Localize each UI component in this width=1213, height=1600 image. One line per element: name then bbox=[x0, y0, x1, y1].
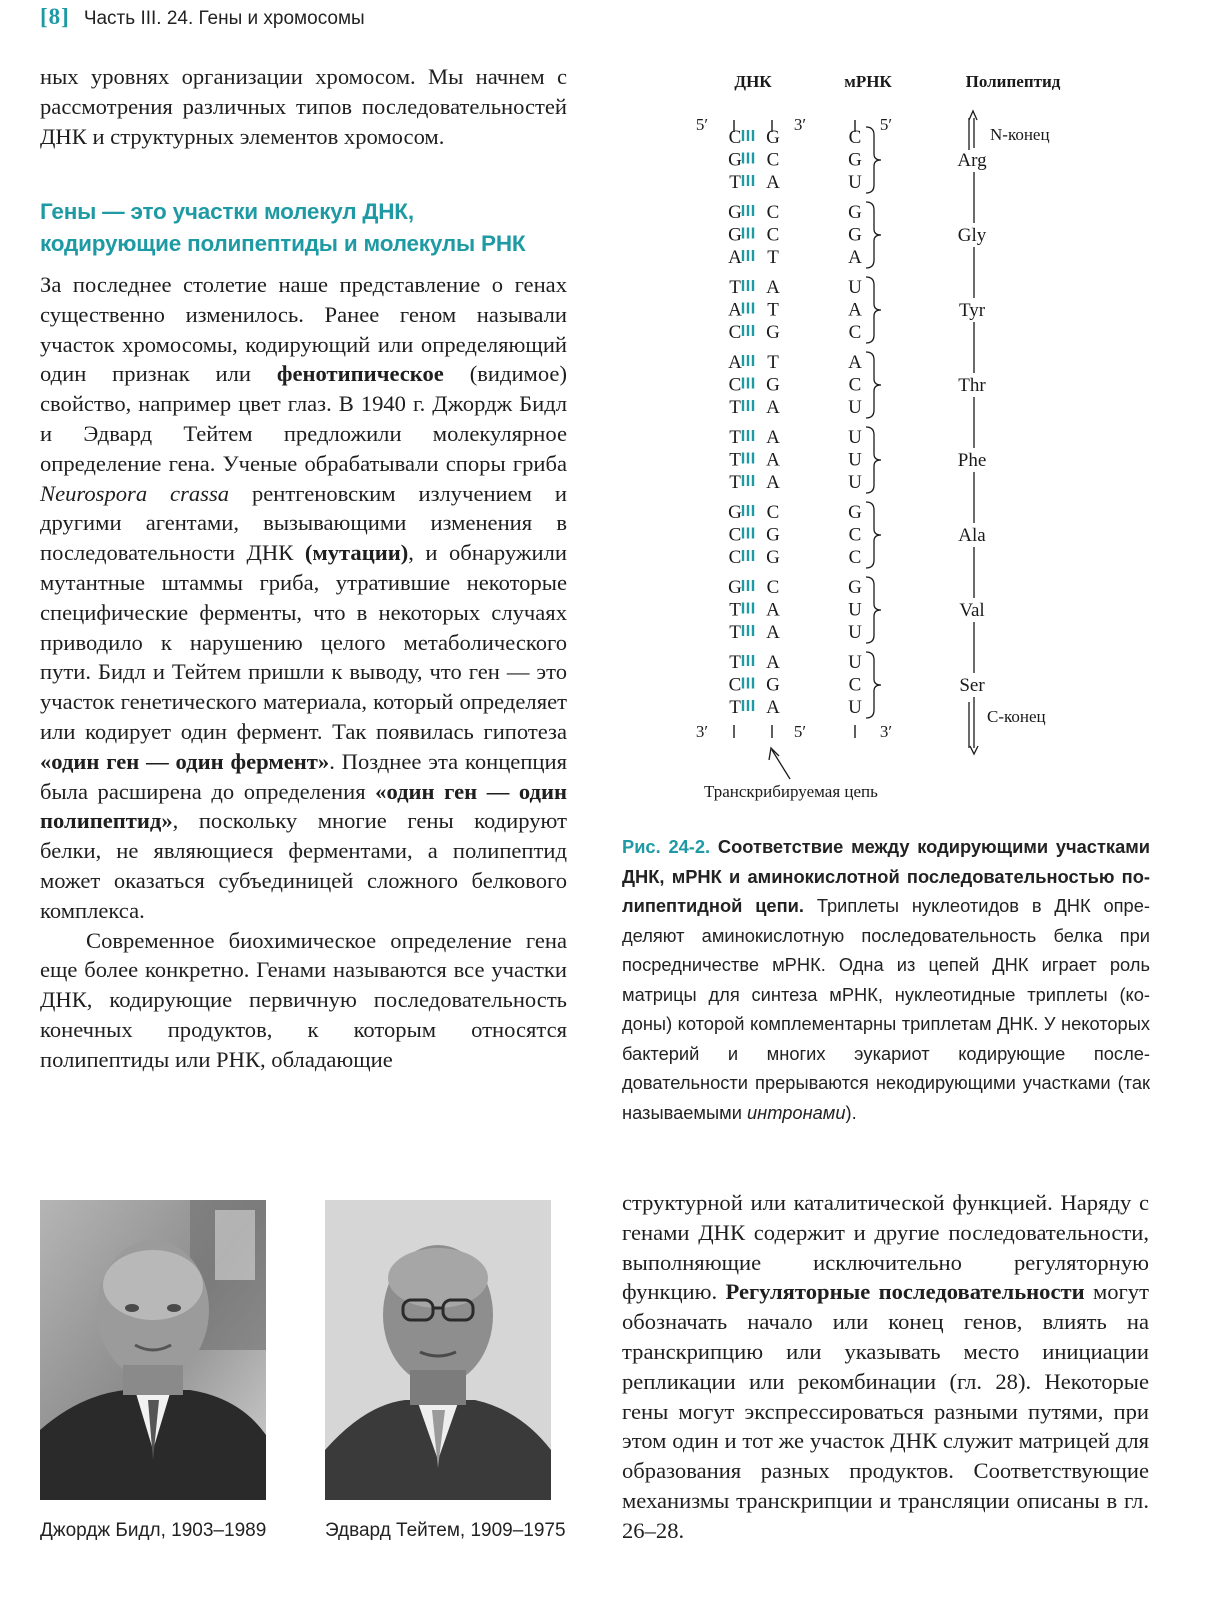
section-heading-line1: Гены — это участки молекул ДНК, bbox=[40, 199, 414, 224]
codon-group bbox=[728, 202, 987, 268]
mrna-base: U bbox=[848, 397, 862, 418]
dna-template-base: C bbox=[728, 547, 742, 568]
mrna-base: U bbox=[848, 652, 862, 673]
dna-template-base: T bbox=[729, 172, 741, 193]
dna-coding-base: A bbox=[766, 697, 780, 718]
dna-top-left-end: 5′ bbox=[695, 115, 709, 134]
codon-group bbox=[728, 502, 986, 568]
portrait-tatum-image bbox=[325, 1200, 551, 1500]
dna-template-base: A bbox=[728, 247, 742, 268]
dna-template-base: T bbox=[729, 397, 741, 418]
left-column-intro bbox=[40, 62, 567, 151]
dna-template-base: G bbox=[728, 502, 742, 523]
paragraph-modern-definition: Современное биохимическое определение гена еще более конкретно. Генами называются все участки ДНК, кодирующие первичную последовательность конечных продуктов, к которым относятся полипептиды или РНК, обладающие bbox=[40, 927, 567, 1072]
mrna-base: U bbox=[848, 427, 862, 448]
text-run: . Позднее эта концепция была расширена до определения bbox=[40, 748, 567, 804]
term-one-gene-one-enzyme: «один ген — один фермент» bbox=[40, 748, 330, 774]
dna-coding-base: T bbox=[767, 299, 779, 321]
mrna-base: C bbox=[848, 674, 862, 696]
amino-acid-label: Arg bbox=[957, 150, 987, 171]
text-run: , и обнаружили мутантные штаммы гриба, утратившие некоторые специфические ферменты, что в некоторых случаях приводило к нарушению целого метаболического пути. Бидл и Тейтем пришли к выводу, что ген — это участок генетического материала, который определяет или кодирует один фермент. Так появилась гипотеза bbox=[40, 540, 567, 744]
mrna-base: G bbox=[848, 202, 862, 223]
dna-coding-base: A bbox=[766, 427, 780, 448]
text-run: могут обозначать начало или конец генов, влиять на транскрипцию или указывать место инициации репликации или рекомбинации (гл. 28). Некоторые гены могут экспрессироваться разными путями, при этом один и тот же участок ДНК служит матрицей для образования разных продуктов. Соответствующие механизмы транскрипции и трансляции описаны в гл. 26–28. bbox=[622, 1279, 1149, 1543]
mrna-base: U bbox=[848, 449, 862, 471]
text-run: (видимое) свойство, например цвет глаз. В 1940 г. Джордж Бидл и Эдвард Тейтем предложили молекулярное определение гена. Ученые обрабатывали споры гриба bbox=[40, 361, 567, 476]
mrna-base: U bbox=[848, 172, 862, 193]
text-run: структурной или каталитической функцией. Наряду с генами ДНК содержит и другие последовательности, выполняющие исключительно регуляторную функцию. bbox=[622, 1190, 1149, 1305]
dna-template-base: A bbox=[728, 299, 742, 321]
header-mrna: мРНК bbox=[844, 72, 892, 91]
codon-brace bbox=[866, 127, 881, 193]
term-regulatory-sequences: Регуляторные последовательности bbox=[725, 1279, 1085, 1305]
left-column-body bbox=[40, 270, 567, 1075]
codon-brace bbox=[866, 502, 881, 568]
dna-template-base: G bbox=[728, 202, 742, 223]
photo-george-beadle bbox=[40, 1200, 266, 1500]
amino-acid-label: Ala bbox=[958, 525, 986, 546]
dna-coding-base: C bbox=[766, 502, 780, 523]
dna-coding-base: G bbox=[766, 127, 780, 148]
c-terminus-label: C-конец bbox=[987, 707, 1046, 726]
right-column-continuation bbox=[622, 1188, 1149, 1546]
codon-brace bbox=[866, 202, 881, 268]
figure-title: Соответствие между кодирующими участками ДНК, мРНК и аминокислотной последовательностью полипептидной цепи. bbox=[622, 836, 1150, 916]
dna-coding-base: T bbox=[767, 247, 779, 268]
dna-coding-base: C bbox=[766, 149, 780, 171]
term-mutations: (мутации) bbox=[304, 540, 409, 566]
dna-template-base: C bbox=[728, 674, 742, 696]
text-run: За последнее столетие наше представление о генах существенно изменилось. Ранее геном называли участок хромосомы, кодирующий или определяющий один признак или bbox=[40, 272, 567, 387]
dna-template-base: C bbox=[728, 127, 742, 148]
dna-template-base: C bbox=[728, 524, 742, 546]
codon-group bbox=[728, 127, 987, 193]
portrait-beadle-image bbox=[40, 1200, 266, 1500]
dna-bottom-right-end: 5′ bbox=[793, 722, 807, 741]
header-title: Часть III. 24. Гены и хромосомы bbox=[83, 8, 365, 29]
dna-coding-base: A bbox=[766, 472, 780, 493]
dna-coding-base: G bbox=[766, 524, 780, 546]
polypeptide-arrowhead-up bbox=[969, 111, 977, 120]
amino-acid-label: Phe bbox=[957, 450, 987, 471]
header-dna: ДНК bbox=[734, 72, 772, 91]
dna-template-base: A bbox=[728, 352, 742, 373]
mrna-base: U bbox=[848, 599, 862, 621]
dna-coding-base: C bbox=[766, 202, 780, 223]
dna-top-right-end: 3′ bbox=[793, 115, 807, 134]
mrna-base: C bbox=[848, 524, 862, 546]
dna-template-base: G bbox=[728, 577, 742, 598]
photo-caption-beadle: Джордж Бидл, 1903–1989 bbox=[40, 1520, 267, 1541]
codon-group bbox=[728, 577, 985, 643]
amino-acid-label: Gly bbox=[957, 225, 987, 246]
mrna-base: U bbox=[848, 472, 862, 493]
dna-coding-base: T bbox=[767, 352, 779, 373]
caption-introns: интронами bbox=[747, 1101, 846, 1123]
dna-template-base: T bbox=[729, 652, 741, 673]
dna-bottom-left-end: 3′ bbox=[695, 722, 709, 741]
mrna-top-end: 5′ bbox=[879, 115, 893, 134]
dna-mrna-polypeptide-diagram bbox=[640, 62, 1160, 812]
mrna-base: U bbox=[848, 622, 862, 643]
dna-template-base: C bbox=[728, 374, 742, 396]
mrna-base: U bbox=[848, 277, 862, 298]
dna-coding-base: G bbox=[766, 322, 780, 343]
codon-brace bbox=[866, 277, 881, 343]
intro-paragraph: ных уровнях организации хромосом. Мы начнем с рассмотрения различных типов последовательностей ДНК и структурных элементов хромосом. bbox=[40, 64, 567, 149]
mrna-base: U bbox=[848, 697, 862, 718]
dna-template-base: T bbox=[729, 427, 741, 448]
dna-template-base: C bbox=[728, 322, 742, 343]
codon-brace bbox=[866, 577, 881, 643]
mrna-base: G bbox=[848, 577, 862, 598]
dna-coding-base: A bbox=[766, 277, 780, 298]
dna-coding-base: A bbox=[766, 599, 780, 621]
mrna-base: C bbox=[848, 127, 862, 148]
dna-template-base: T bbox=[729, 622, 741, 643]
mrna-base: C bbox=[848, 322, 862, 343]
dna-template-base: T bbox=[729, 599, 741, 621]
photo-edward-tatum bbox=[325, 1200, 551, 1500]
mrna-base: C bbox=[848, 374, 862, 396]
figure-label: Рис. 24-2. bbox=[622, 836, 711, 857]
dna-coding-base: A bbox=[766, 397, 780, 418]
section-heading bbox=[40, 196, 580, 260]
codon-group bbox=[729, 427, 986, 493]
amino-acid-label: Val bbox=[959, 600, 985, 621]
dna-template-base: T bbox=[729, 449, 741, 471]
header-polypeptide: Полипептид bbox=[965, 72, 1061, 91]
dna-template-base: G bbox=[728, 149, 742, 171]
term-phenotypic: фенотипическое bbox=[276, 361, 444, 387]
mrna-base: C bbox=[848, 547, 862, 568]
mrna-base: A bbox=[848, 247, 862, 268]
dna-coding-base: G bbox=[766, 547, 780, 568]
template-strand-label: Транскрибируемая цепь bbox=[704, 782, 878, 801]
dna-coding-base: A bbox=[766, 652, 780, 673]
codon-brace bbox=[866, 652, 881, 718]
dna-template-base: T bbox=[729, 277, 741, 298]
mrna-base: A bbox=[848, 299, 862, 321]
figure-caption bbox=[622, 832, 1150, 1127]
codon-brace bbox=[866, 352, 881, 418]
dna-template-base: G bbox=[728, 224, 742, 246]
dna-coding-base: C bbox=[766, 577, 780, 598]
paragraph-gene-history bbox=[40, 270, 567, 926]
dna-coding-base: A bbox=[766, 449, 780, 471]
mrna-base: G bbox=[848, 502, 862, 523]
term-one-gene-one-polypeptide: «один ген — один полипептид» bbox=[40, 778, 567, 834]
text-run: рентгеновским излучением и другими агентами, вызывающими изменения в последовательности ДНК bbox=[40, 480, 567, 566]
codon-group bbox=[728, 277, 986, 343]
caption-text: ). bbox=[845, 1101, 857, 1123]
dna-coding-base: G bbox=[766, 674, 780, 696]
amino-acid-label: Ser bbox=[959, 675, 985, 696]
n-terminus-label: N-конец bbox=[990, 125, 1050, 144]
page-number: [8] bbox=[40, 4, 70, 29]
dna-coding-base: A bbox=[766, 622, 780, 643]
text-run: , поскольку многие гены кодируют белки, не являющиеся ферментами, а полипептид может оказаться субъединицей сложного белкового комплекса. bbox=[40, 808, 567, 923]
section-heading-line2: кодирующие полипептиды и молекулы РНК bbox=[40, 231, 526, 256]
mrna-base: A bbox=[848, 352, 862, 373]
amino-acid-label: Thr bbox=[958, 375, 986, 396]
dna-template-base: T bbox=[729, 472, 741, 493]
amino-acid-label: Tyr bbox=[958, 300, 986, 321]
dna-template-base: T bbox=[729, 697, 741, 718]
dna-coding-base: G bbox=[766, 374, 780, 396]
photo-caption-tatum: Эдвард Тейтем, 1909–1975 bbox=[325, 1520, 566, 1541]
mrna-base: G bbox=[848, 149, 862, 171]
mrna-bottom-end: 3′ bbox=[879, 722, 893, 741]
mrna-base: G bbox=[848, 224, 862, 246]
dna-coding-base: C bbox=[766, 224, 780, 246]
codon-group bbox=[729, 652, 986, 718]
paragraph-regulatory-sequences bbox=[622, 1188, 1149, 1546]
running-header bbox=[40, 4, 365, 36]
species-name: Neurospora crassa bbox=[40, 480, 230, 506]
codon-group bbox=[728, 352, 986, 418]
dna-coding-base: A bbox=[766, 172, 780, 193]
template-strand-pointer bbox=[772, 750, 790, 779]
caption-text: Триплеты нуклеотидов в ДНК определяют аминокислотную последовательность белка при посредничестве мРНК. Одна из цепей ДНК играет роль матрицы для синтеза мРНК, нуклеотидные триплеты (кодоны) которой комплементарны триплетам ДНК. У некоторых бактерий и многих эукариот кодирующие последовательности прерываются некодирующими участками (так называемыми bbox=[622, 895, 1150, 1123]
codon-brace bbox=[866, 427, 881, 493]
